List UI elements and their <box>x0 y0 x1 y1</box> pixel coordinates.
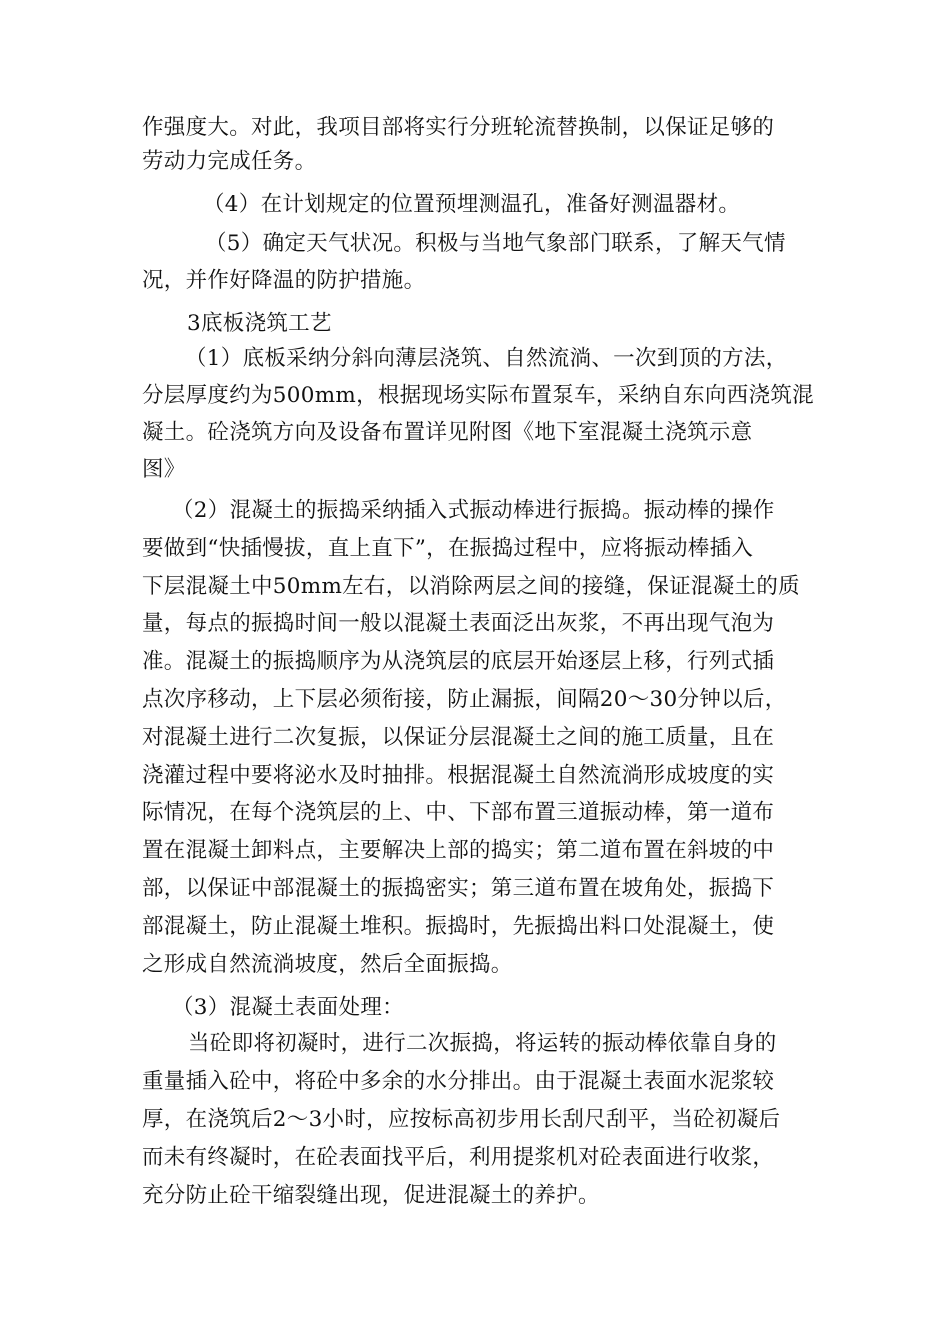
text-line: 际情况，在每个浇筑层的上、中、下部布置三道振动棒，第一道布 <box>142 800 775 825</box>
text-line: 对混凝土进行二次复振，以保证分层混凝土之间的施工质量，且在 <box>142 725 775 750</box>
text-line: 图》 <box>142 457 186 482</box>
text-line: 劳动力完成任务。 <box>142 149 317 174</box>
text-line: 分层厚度约为500mm，根据现场实际布置泵车，采纳自东向西浇筑混 <box>142 383 814 408</box>
text-line: （5）确定天气状况。积极与当地气象部门联系，了解天气情 <box>205 231 786 256</box>
text-line: 要做到“快插慢拔，直上直下”，在振捣过程中，应将振动棒插入 <box>142 536 754 561</box>
text-line: （1）底板采纳分斜向薄层浇筑、自然流淌、一次到顶的方法， <box>185 346 788 371</box>
text-line: 重量插入砼中，将砼中多余的水分排出。由于混凝土表面水泥浆较 <box>142 1069 775 1094</box>
text-line: 浇灌过程中要将泌水及时抽排。根据混凝土自然流淌形成坡度的实 <box>142 763 775 788</box>
text-line: 当砼即将初凝时，进行二次振捣，将运转的振动棒依靠自身的 <box>188 1031 777 1056</box>
text-line: 之形成自然流淌坡度，然后全面振捣。 <box>142 952 513 977</box>
text-line: 量，每点的振捣时间一般以混凝土表面泛出灰浆，不再出现气泡为 <box>142 611 775 636</box>
text-line: 置在混凝土卸料点，主要解决上部的捣实；第二道布置在斜坡的中 <box>142 838 775 863</box>
text-line: （4）在计划规定的位置预埋测温孔，准备好测温器材。 <box>203 192 741 217</box>
text-line: 下层混凝土中50mm左右，以消除两层之间的接缝，保证混凝土的质 <box>142 574 800 599</box>
text-line: 凝土。砼浇筑方向及设备布置详见附图《地下室混凝土浇筑示意 <box>142 420 753 445</box>
text-line: 部，以保证中部混凝土的振捣密实；第三道布置在坡角处，振捣下 <box>142 876 775 901</box>
text-line: 充分防止砼干缩裂缝出现，促进混凝土的养护。 <box>142 1183 600 1208</box>
text-line: 厚，在浇筑后2～3小时，应按标高初步用长刮尺刮平，当砼初凝后 <box>142 1107 781 1132</box>
text-line: （2）混凝土的振捣采纳插入式振动棒进行振捣。振动棒的操作 <box>172 498 775 523</box>
text-line: 准。混凝土的振捣顺序为从浇筑层的底层开始逐层上移，行列式插 <box>142 649 775 674</box>
section-heading: 3底板浇筑工艺 <box>187 311 332 336</box>
text-line: 况，并作好降温的防护措施。 <box>142 268 426 293</box>
text-line: （3）混凝土表面处理： <box>172 995 404 1020</box>
text-line: 点次序移动，上下层必须衔接，防止漏振，间隔20～30分钟以后， <box>142 687 787 712</box>
text-line: 部混凝土，防止混凝土堆积。振捣时，先振捣出料口处混凝土，使 <box>142 914 775 939</box>
text-line: 而未有终凝时，在砼表面找平后，利用提浆机对砼表面进行收浆， <box>142 1145 775 1170</box>
text-line: 作强度大。对此，我项目部将实行分班轮流替换制，以保证足够的 <box>142 115 775 140</box>
